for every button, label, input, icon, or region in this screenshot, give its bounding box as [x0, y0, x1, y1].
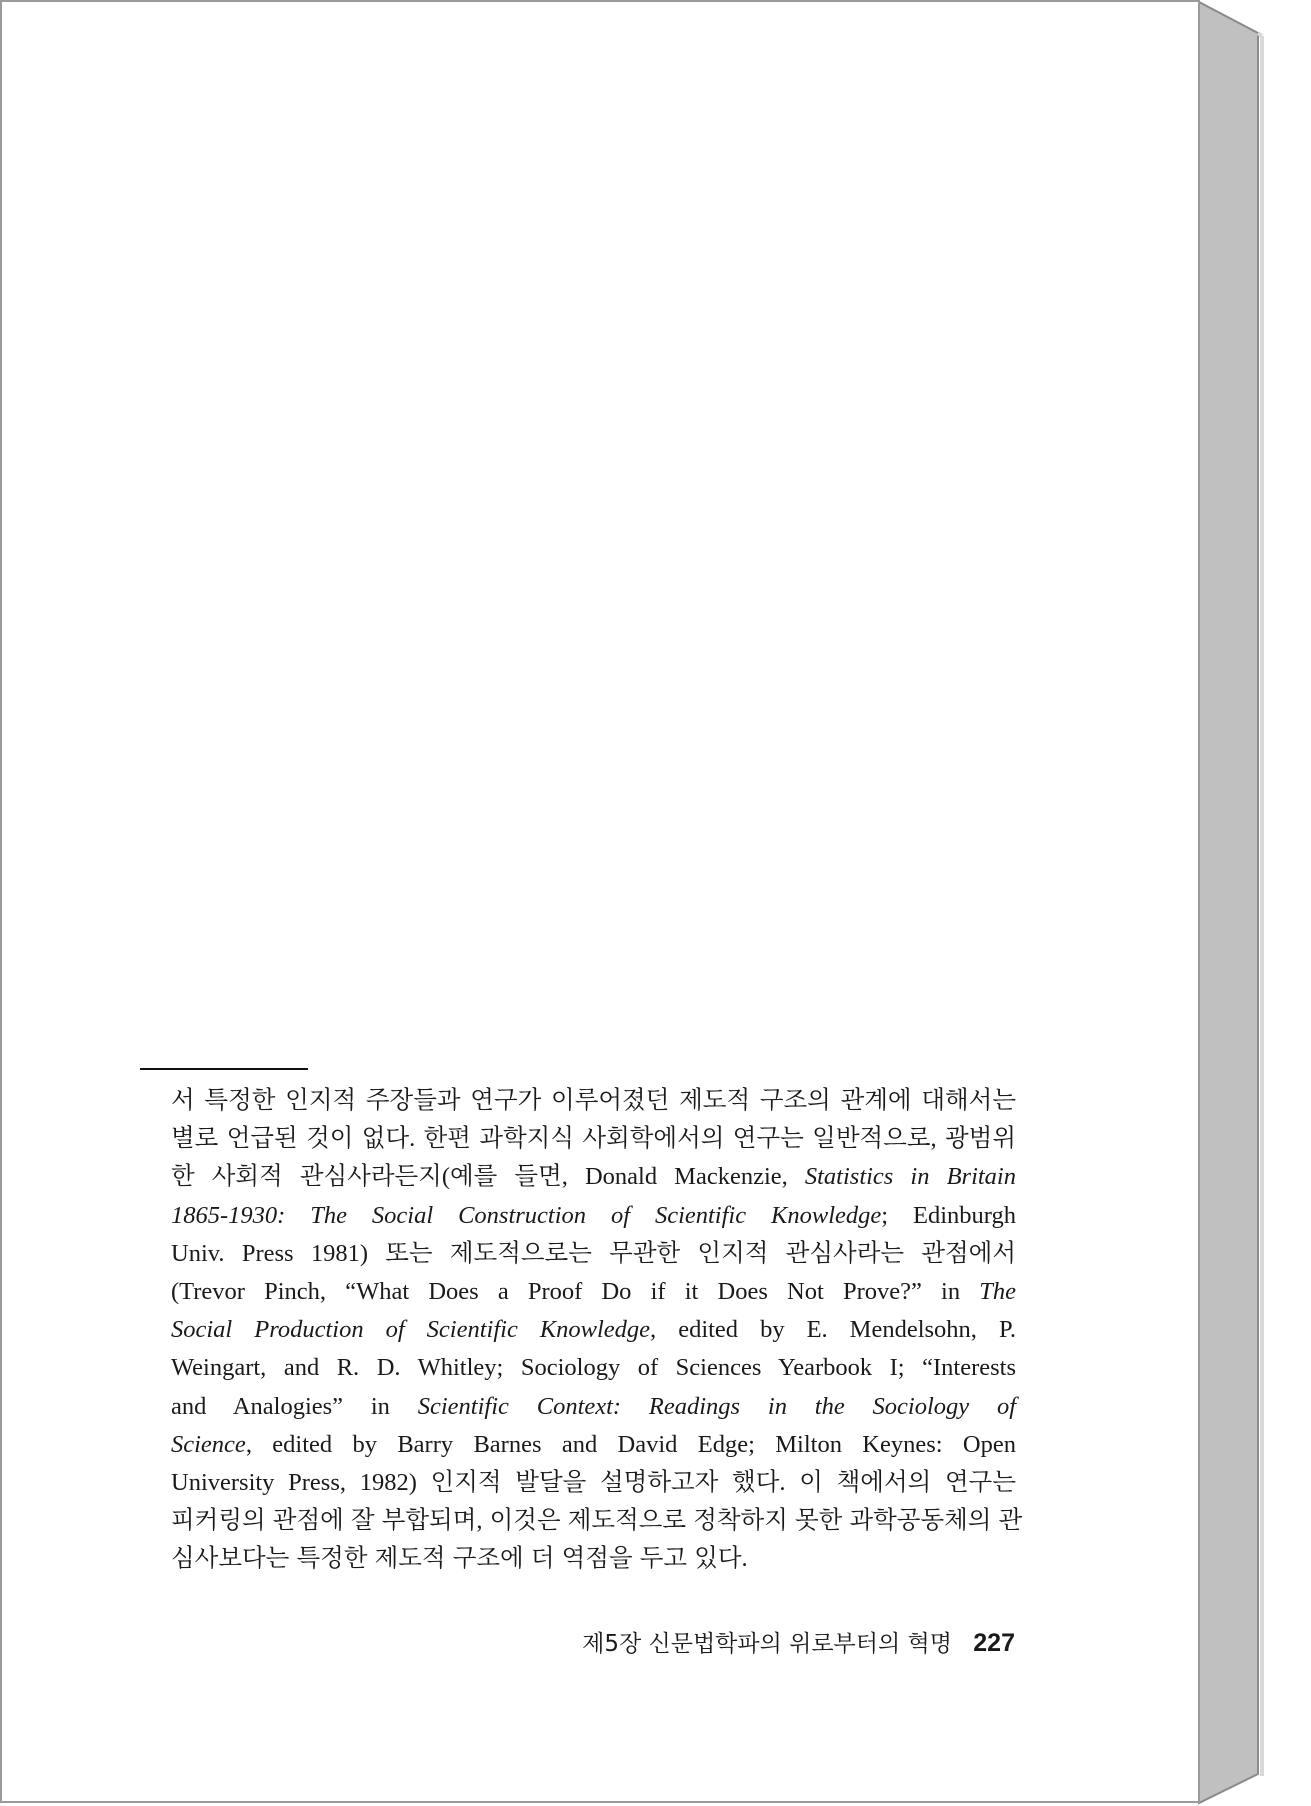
- italic-text: The: [979, 1277, 1016, 1305]
- chapter-title: 제5장 신문법학파의 위로부터의 혁명: [582, 1631, 952, 1657]
- footnote-line: [171, 1273, 1016, 1311]
- text-run: 서 특정한 인지적 주장들과 연구가 이루어졌던 제도적 구조의 관계에 대해서는: [171, 1087, 1016, 1114]
- italic-text: Scientific Context: Readings in the Sociology of: [417, 1392, 1017, 1420]
- footnote-line: [171, 1082, 1016, 1120]
- text-run: Univ. Press 1981) 또는 제도적으로는 무관한 인지적 관심사라는 관점에서: [171, 1239, 1016, 1267]
- text-run: , edited by Barry Barnes and David Edge; Milton Keynes: Open: [245, 1430, 1016, 1458]
- footnote-line: [171, 1197, 1016, 1235]
- footnote-line: [171, 1235, 1016, 1273]
- text-run: 심사보다는 특정한 제도적 구조에 더 역점을 두고 있다.: [171, 1545, 748, 1573]
- footnote-line: [171, 1388, 1016, 1426]
- text-run: 한 사회적 관심사라든지(예를 들면, Donald Mackenzie,: [171, 1163, 805, 1191]
- footnote-line: [171, 1464, 1016, 1502]
- page-number: 227: [973, 1629, 1015, 1657]
- text-run: 피커링의 관점에 잘 부합되며, 이것은 제도적으로 정착하지 못한 과학공동체의 관: [171, 1507, 1023, 1535]
- text-run: edited by E. Mendelsohn, P.: [656, 1316, 1016, 1344]
- footnote-line: [171, 1311, 1016, 1349]
- footnote-text: [171, 1082, 1023, 1578]
- text-run: 별로 언급된 것이 없다. 한편 과학지식 사회학에서의 연구는 일반적으로, 광범위: [171, 1125, 1016, 1153]
- text-run: ; Edinburgh: [881, 1201, 1017, 1229]
- footnote-line: [171, 1426, 1016, 1464]
- footnote-line: [171, 1502, 1023, 1540]
- footnote-line: [171, 1349, 1016, 1387]
- text-run: (Trevor Pinch, “What Does a Proof Do if it Does Not Prove?” in: [171, 1277, 980, 1305]
- italic-text: Science: [171, 1430, 246, 1458]
- footnote-separator: [140, 1068, 308, 1070]
- italic-text: Statistics in Britain: [804, 1163, 1016, 1191]
- footnote-line: [171, 1158, 1016, 1196]
- text-run: University Press, 1982) 인지적 발달을 설명하고자 했다. 이 책에서의 연구는: [171, 1468, 1016, 1496]
- running-footer: [500, 1625, 1015, 1658]
- footnote-line: [171, 1120, 1016, 1158]
- italic-text: Social Production of Scientific Knowledge,: [171, 1316, 657, 1344]
- text-run: Weingart, and R. D. Whitley; Sociology of Sciences Yearbook I; “Interests: [171, 1354, 1016, 1382]
- text-run: and Analogies” in: [171, 1392, 418, 1420]
- italic-text: 1865-1930: The Social Construction of Scientific Knowledge: [171, 1201, 882, 1229]
- footnote-line: [171, 1540, 1016, 1578]
